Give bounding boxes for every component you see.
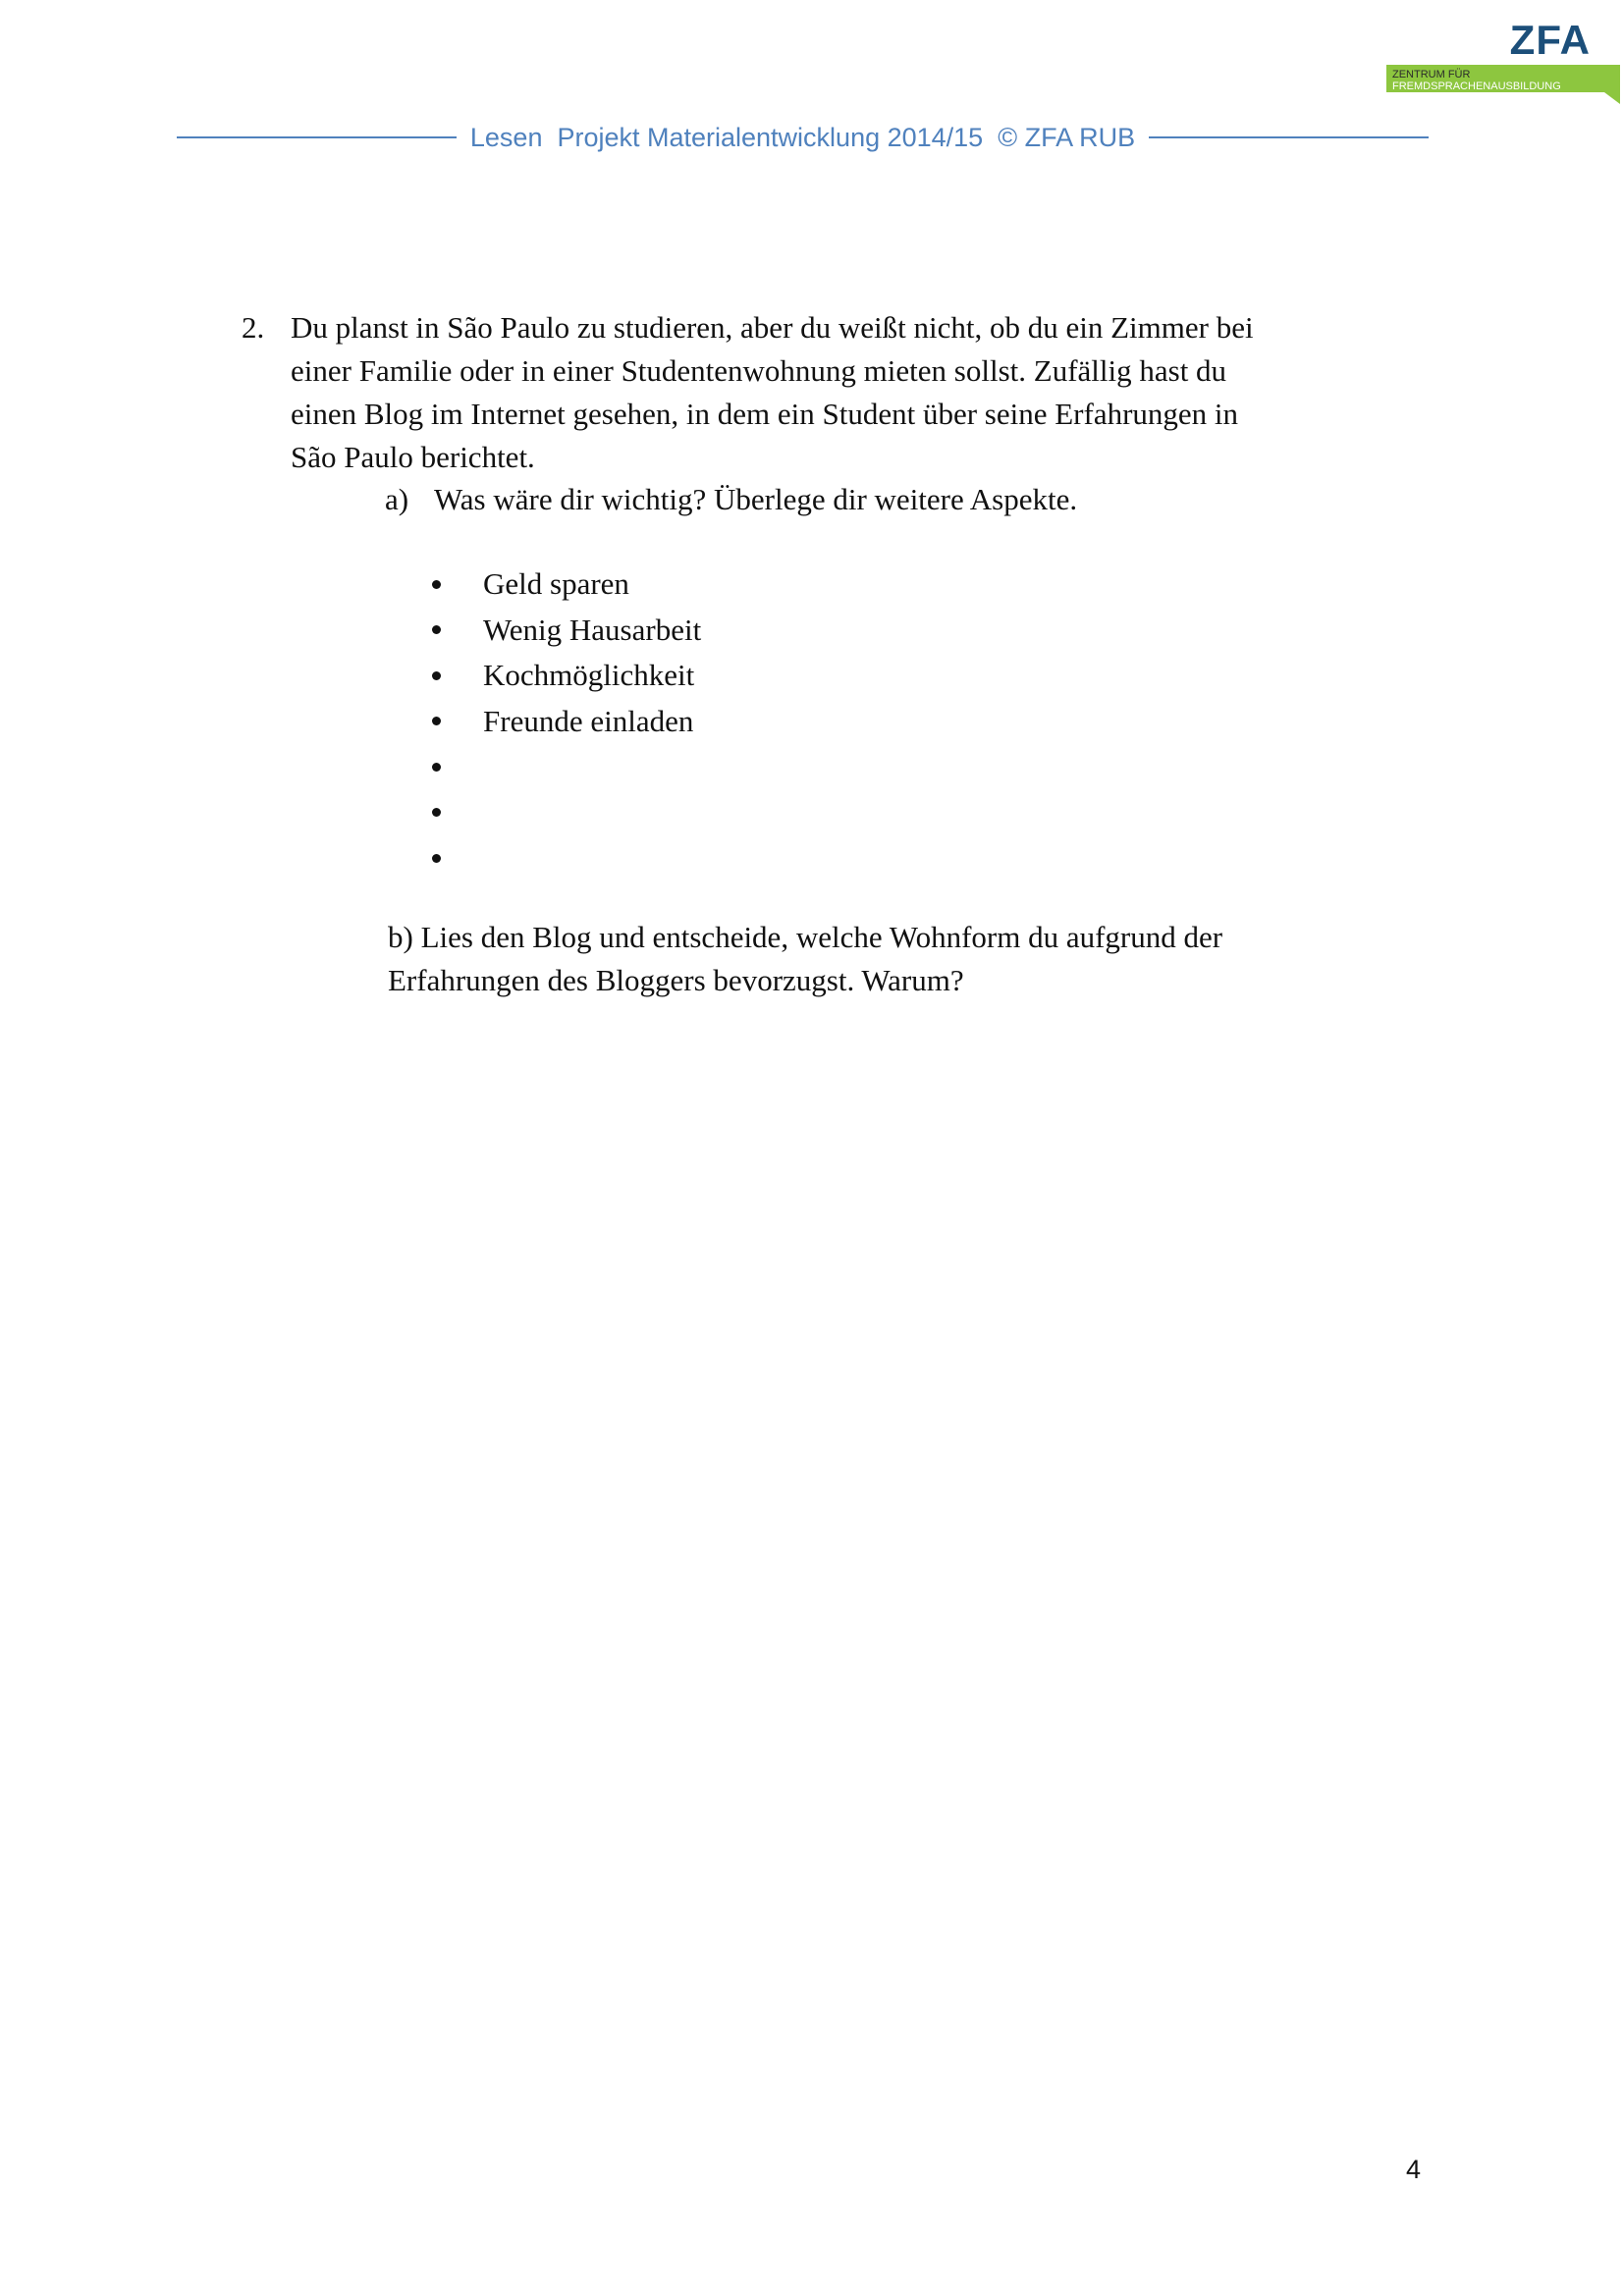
list-item [432, 561, 701, 608]
bullet-icon [432, 808, 441, 817]
bullet-icon [432, 854, 441, 863]
logo-subtitle [1392, 69, 1561, 92]
aspects-list [432, 561, 701, 881]
bullet-icon [432, 580, 441, 589]
page-number: 4 [1406, 2155, 1422, 2184]
list-item-empty [432, 744, 701, 790]
logo-subtitle-line2: FREMDSPRACHENAUSBILDUNG [1392, 80, 1561, 92]
header-rule-left [177, 136, 457, 138]
part-a-text: Was wäre dir wichtig? Überlege dir weitere Aspekte. [434, 482, 1078, 516]
bullet-icon [432, 625, 441, 634]
list-item-empty [432, 790, 701, 836]
list-item-text: Freunde einladen [483, 703, 694, 738]
list-item [432, 608, 701, 654]
list-item-empty [432, 835, 701, 881]
logo-subtitle-line1: ZENTRUM FÜR [1392, 69, 1471, 80]
bullet-icon [432, 717, 441, 725]
list-item-text: Kochmöglichkeit [483, 658, 695, 692]
part-a-label: a) [385, 482, 409, 516]
bullet-icon [432, 763, 441, 772]
zfa-logo [1386, 17, 1620, 104]
bullet-icon [432, 671, 441, 680]
header-rule-right [1149, 136, 1429, 138]
list-item [432, 699, 701, 745]
list-item [432, 653, 701, 699]
list-item-text: Geld sparen [483, 566, 629, 601]
part-a-question [385, 478, 1077, 521]
part-b-question: b) Lies den Blog und entscheide, welche Wohnform du aufgrund der Erfahrungen des Bloggers bevorzugst. Warum? [388, 920, 1223, 997]
page-header [177, 118, 1429, 157]
task-text: Du planst in São Paulo zu studieren, aber du weißt nicht, ob du ein Zimmer bei einer Familie oder in einer Studentenwohnung mieten sollst. Zufällig hast du einen Blog im Internet gesehen, in dem ein Student über seine Erfahrungen in São Paulo berichtet. [291, 310, 1254, 474]
logo-wordmark: ZFA [1509, 17, 1591, 63]
logo-band [1386, 65, 1620, 104]
task-number: 2. [242, 310, 265, 345]
header-title: Lesen Projekt Materialentwicklung 2014/15 © ZFA RUB [469, 122, 1136, 152]
task-2 [242, 306, 1439, 479]
list-item-text: Wenig Hausarbeit [483, 612, 702, 647]
